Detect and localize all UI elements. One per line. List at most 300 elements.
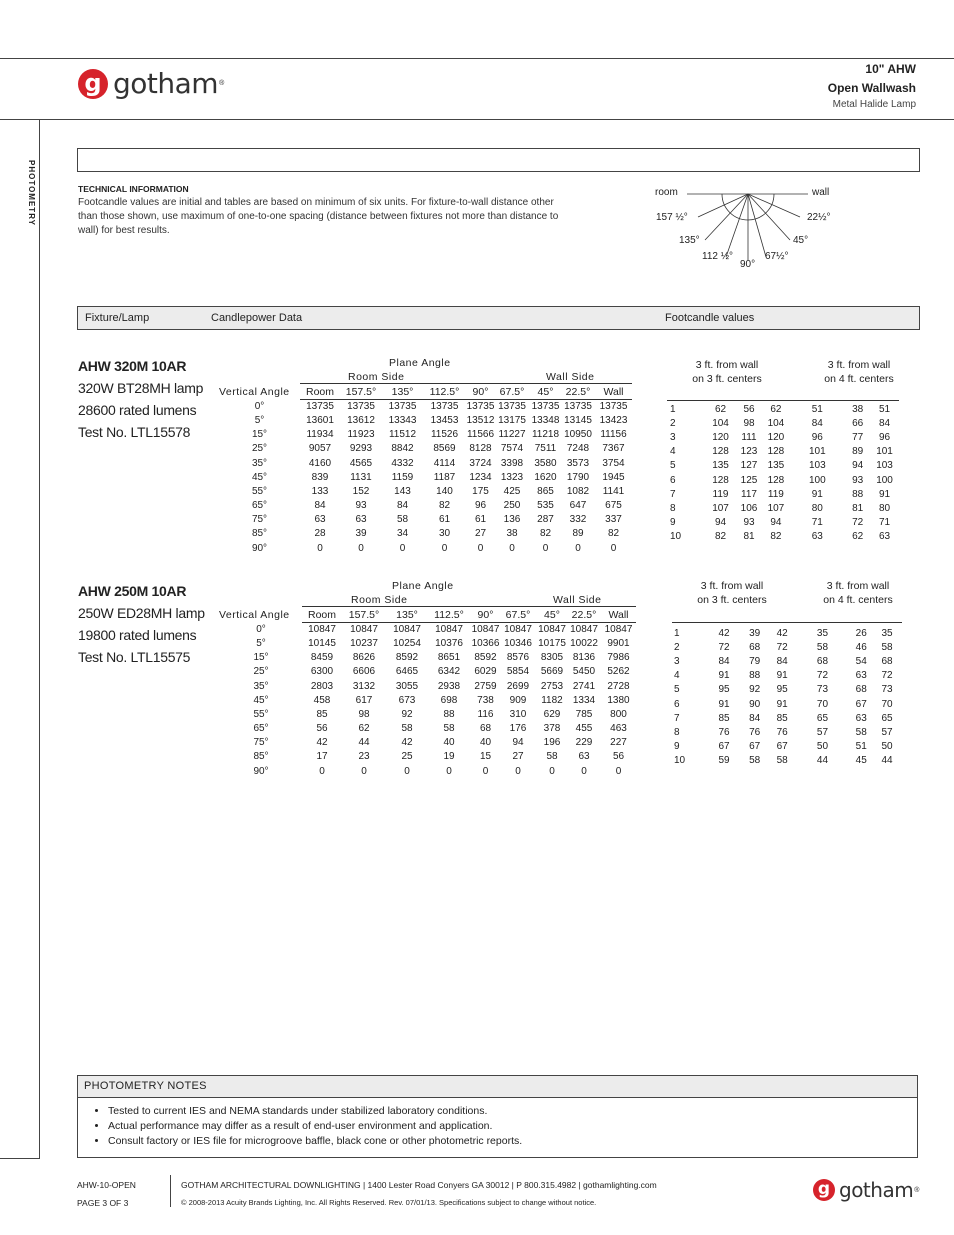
footcandle-cell: 44 — [881, 755, 893, 767]
footcandle-cell: 50 — [881, 741, 893, 753]
col-header: 22.5° — [571, 609, 597, 622]
header-footcandle: Footcandle values — [665, 312, 755, 324]
table-row — [219, 413, 633, 427]
candela-cell: 1323 — [500, 471, 524, 483]
vertical-angle-cell: 25° — [253, 666, 269, 678]
candela-cell: 11566 — [466, 429, 495, 441]
candela-cell: 10254 — [393, 637, 421, 649]
candela-cell: 82 — [438, 500, 451, 512]
candela-cell: 2759 — [474, 680, 497, 692]
candela-cell: 8459 — [310, 652, 334, 664]
vertical-angle-cell: 90° — [251, 542, 268, 554]
candela-cell: 11227 — [498, 429, 526, 441]
candela-cell: 0 — [515, 765, 521, 777]
candlepower-table-1 — [219, 385, 633, 555]
candela-cell: 1234 — [469, 471, 492, 483]
candela-cell: 6300 — [310, 666, 334, 678]
candela-cell: 56 — [316, 723, 328, 735]
candela-cell: 152 — [352, 485, 370, 497]
table-row — [670, 430, 898, 444]
footcandle-cell: 123 — [740, 446, 758, 458]
candela-cell: 196 — [543, 737, 561, 749]
vertical-angle-cell: 35° — [251, 457, 268, 469]
candela-cell: 10847 — [504, 623, 532, 635]
candela-cell: 8842 — [391, 443, 414, 455]
candela-cell: 10346 — [504, 637, 532, 649]
product-title: 10" AHW — [865, 62, 916, 76]
table-row — [674, 654, 900, 668]
footcandle-cell: 66 — [852, 417, 864, 429]
footcandle-cell: 73 — [881, 684, 893, 696]
footcandle-cell: 50 — [816, 741, 829, 753]
candela-cell: 19 — [443, 751, 455, 763]
footcandle-cell: 80 — [878, 502, 891, 514]
candela-cell: 865 — [537, 485, 554, 497]
table-row — [670, 445, 898, 459]
page-number: PAGE 3 OF 3 — [77, 1198, 129, 1208]
candela-cell: 4565 — [349, 457, 373, 469]
candela-cell: 3573 — [566, 457, 590, 469]
candela-cell: 535 — [537, 500, 554, 512]
fixture-lumens: 19800 rated lumens — [78, 627, 197, 643]
diagram-angle-112: 112 ½° — [702, 251, 734, 262]
top-rule — [0, 58, 954, 59]
candela-cell: 0 — [361, 765, 367, 777]
product-subtitle: Open Wallwash — [827, 81, 916, 95]
table-row — [670, 487, 898, 501]
candela-cell: 56 — [612, 751, 625, 763]
candela-cell: 4114 — [433, 457, 456, 469]
footcandle-cell: 67 — [776, 741, 788, 753]
candela-cell: 13145 — [564, 414, 592, 426]
fixture-count-cell: 1 — [670, 403, 676, 415]
footcandle-cell: 120 — [712, 431, 729, 443]
table-row — [219, 470, 633, 484]
candlepower-table-2 — [219, 608, 637, 778]
candela-cell: 42 — [316, 737, 328, 749]
table-row — [670, 473, 898, 487]
table-row — [219, 636, 637, 650]
candela-cell: 0 — [509, 542, 515, 554]
footcandle-cell: 71 — [878, 517, 891, 529]
candela-cell: 13423 — [599, 414, 628, 426]
col-header: 135° — [391, 386, 414, 399]
col-header: 45° — [537, 386, 554, 399]
candela-cell: 10366 — [471, 637, 500, 649]
candela-cell: 839 — [311, 471, 329, 483]
fixture-count-cell: 6 — [674, 698, 680, 710]
brand-mark-icon: g — [78, 69, 108, 99]
col-header: 112.5° — [429, 386, 460, 399]
room-side-label: Room Side — [351, 594, 408, 606]
candela-cell: 6342 — [437, 666, 461, 678]
candela-cell: 250 — [503, 500, 521, 512]
table-row — [670, 416, 898, 430]
candela-cell: 34 — [396, 528, 409, 540]
footcandle-cell: 77 — [852, 431, 864, 443]
footcandle-cell: 76 — [776, 726, 788, 738]
vertical-angle-cell: 90° — [253, 765, 269, 777]
footcandle-cell: 135 — [767, 460, 785, 472]
col-header: Wall — [608, 609, 629, 622]
vertical-angle-cell: 5° — [254, 414, 265, 426]
footcandle-cell: 127 — [740, 460, 758, 472]
candela-cell: 8569 — [433, 443, 456, 455]
candela-cell: 2741 — [572, 680, 596, 692]
candela-cell: 3724 — [469, 457, 492, 469]
candela-cell: 10847 — [604, 623, 633, 635]
candela-cell: 8592 — [395, 652, 419, 664]
header-candlepower: Candlepower Data — [211, 312, 303, 324]
table-row — [219, 736, 637, 750]
candela-cell: 13348 — [531, 414, 560, 426]
footer-left — [77, 1176, 136, 1212]
footer-address: GOTHAM ARCHITECTURAL DOWNLIGHTING | 1400 Lester Road Conyers GA 30012 | P 800.315.4982 | gothamlighting.com — [181, 1180, 657, 1190]
footcandle-cell: 96 — [878, 431, 891, 443]
candela-cell: 9057 — [308, 443, 332, 455]
candela-cell: 10175 — [538, 637, 566, 649]
wall-side-label: Wall Side — [553, 594, 602, 606]
vertical-angle-cell: 0° — [256, 623, 266, 635]
candela-cell: 11526 — [430, 429, 459, 441]
footcandle-cell: 38 — [852, 403, 864, 415]
doc-id: AHW-10-OPEN — [77, 1180, 136, 1190]
candela-cell: 8136 — [572, 652, 596, 664]
candela-cell: 629 — [543, 708, 561, 720]
table-row — [674, 640, 900, 654]
candela-cell: 11512 — [388, 429, 417, 441]
fc-col2-line1: 3 ft. from wall — [826, 580, 890, 592]
notes-item: • Actual performance may differ as a result of end-user environment and application. — [108, 1119, 917, 1134]
fc-col2-line1: 3 ft. from wall — [827, 359, 891, 371]
candela-cell: 88 — [443, 708, 455, 720]
vertical-angle-cell: 25° — [251, 443, 268, 455]
table-row — [219, 456, 633, 470]
candela-cell: 378 — [543, 723, 561, 735]
col-header: 135° — [396, 609, 418, 622]
fixture-count-cell: 10 — [674, 755, 686, 767]
table-row — [670, 459, 898, 473]
candela-cell: 40 — [443, 737, 455, 749]
candela-cell: 0 — [581, 765, 587, 777]
candle-header-row — [219, 608, 637, 622]
candela-cell: 3132 — [352, 680, 376, 692]
candela-cell: 1620 — [534, 471, 557, 483]
candela-cell: 13343 — [388, 414, 417, 426]
footcandle-cell: 84 — [878, 417, 891, 429]
candela-cell: 10847 — [570, 623, 598, 635]
fc-col1-line1: 3 ft. from wall — [695, 359, 759, 371]
candela-cell: 1141 — [602, 485, 625, 497]
candela-cell: 13735 — [564, 400, 592, 412]
table-row — [674, 626, 900, 640]
candela-cell: 10022 — [570, 637, 598, 649]
footcandle-cell: 35 — [881, 627, 893, 639]
footcandle-cell: 56 — [743, 403, 755, 415]
footcandle-cell: 71 — [811, 517, 823, 529]
vertical-angle-cell: 45° — [251, 471, 268, 483]
footer-rule — [0, 1158, 40, 1159]
candela-cell: 82 — [607, 528, 620, 540]
candela-cell: 84 — [314, 500, 326, 512]
footcandle-cell: 91 — [776, 670, 788, 682]
candela-cell: 58 — [443, 723, 455, 735]
table-row — [674, 740, 900, 754]
footcandle-cell: 101 — [876, 446, 893, 458]
candela-cell: 0 — [319, 765, 325, 777]
candela-cell: 229 — [575, 737, 593, 749]
footcandle-cell: 128 — [712, 474, 729, 486]
candela-cell: 8305 — [540, 652, 564, 664]
fixture-lamp: 320W BT28MH lamp — [78, 380, 204, 396]
candela-cell: 6606 — [352, 666, 376, 678]
fc-col1-line1: 3 ft. from wall — [700, 580, 764, 592]
fc-underline-2 — [672, 622, 902, 623]
candela-cell: 0 — [477, 542, 484, 554]
footcandle-cell: 128 — [767, 474, 785, 486]
candela-cell: 698 — [440, 694, 458, 706]
table-row — [219, 442, 633, 456]
footcandle-cell: 128 — [767, 446, 785, 458]
table-row — [670, 530, 898, 544]
candle-header-row — [219, 385, 633, 399]
footcandle-cell: 39 — [749, 627, 761, 639]
table-row — [219, 399, 633, 413]
footcandle-cell: 100 — [808, 474, 826, 486]
table-row — [674, 711, 900, 725]
notes-list — [78, 1104, 917, 1149]
candela-cell: 3580 — [534, 457, 557, 469]
col-header: 67.5° — [505, 609, 531, 622]
candela-cell: 176 — [509, 723, 527, 735]
candela-cell: 0 — [358, 542, 364, 554]
footcandle-cell: 91 — [718, 698, 730, 710]
fixture-info-2 — [78, 580, 218, 668]
vertical-angle-cell: 55° — [253, 708, 269, 720]
candela-cell: 58 — [546, 751, 558, 763]
footcandle-cell: 101 — [808, 446, 826, 458]
fixture-count-cell: 7 — [670, 488, 676, 500]
table-row — [670, 516, 898, 530]
tech-info — [78, 183, 568, 238]
footcandle-cell: 94 — [770, 517, 782, 529]
candela-cell: 0 — [615, 765, 622, 777]
footcandle-cell: 51 — [878, 403, 891, 415]
notes-item: • Consult factory or IES file for microgroove baffle, black cone or other photometric reports. — [108, 1134, 917, 1149]
fixture-count-cell: 7 — [674, 712, 680, 724]
footcandle-cell: 84 — [811, 417, 823, 429]
candela-cell: 82 — [539, 528, 552, 540]
candela-cell: 13735 — [347, 400, 375, 412]
section-title-box — [77, 148, 920, 172]
candela-cell: 4160 — [308, 457, 332, 469]
candela-cell: 133 — [311, 485, 329, 497]
footcandle-cell: 95 — [718, 684, 730, 696]
plane-angle-label: Plane Angle — [389, 357, 451, 369]
vertical-angle-cell: 15° — [251, 429, 268, 441]
candela-cell: 1334 — [572, 694, 596, 706]
candela-cell: 30 — [438, 528, 451, 540]
fixture-count-cell: 6 — [670, 474, 676, 486]
footcandle-cell: 62 — [770, 403, 782, 415]
candela-cell: 13735 — [306, 400, 334, 412]
column-header-underline — [300, 399, 632, 400]
footcandle-cell: 94 — [852, 460, 864, 472]
candela-cell: 39 — [355, 528, 367, 540]
candela-cell: 10847 — [350, 623, 378, 635]
candela-cell: 1131 — [350, 471, 372, 483]
candela-cell: 13735 — [430, 400, 459, 412]
footcandle-cell: 111 — [741, 431, 757, 443]
footcandle-cell: 119 — [767, 488, 784, 500]
candela-cell: 0 — [575, 542, 581, 554]
footcandle-cell: 125 — [740, 474, 758, 486]
footcandle-cell: 104 — [767, 417, 785, 429]
col-header: 22.5° — [565, 386, 591, 399]
col-header: 90° — [477, 609, 494, 622]
candela-cell: 0 — [404, 765, 410, 777]
candela-cell: 62 — [358, 723, 370, 735]
candela-cell: 1182 — [541, 694, 563, 706]
header-underline — [300, 383, 632, 384]
footcandle-cell: 68 — [816, 655, 829, 667]
candela-cell: 63 — [355, 514, 367, 526]
fixture-info-1 — [78, 355, 218, 443]
footcandle-cell: 59 — [718, 755, 730, 767]
candela-cell: 15 — [479, 751, 492, 763]
table-row — [219, 527, 633, 541]
candela-cell: 1082 — [566, 485, 590, 497]
footcandle-cell: 42 — [718, 627, 730, 639]
candela-cell: 13512 — [466, 414, 495, 426]
diagram-angle-45: 45° — [793, 235, 809, 246]
table-row — [674, 669, 900, 683]
room-side-label: Room Side — [348, 371, 405, 383]
candela-cell: 7511 — [534, 443, 557, 455]
candela-cell: 5450 — [572, 666, 596, 678]
table-row — [219, 651, 637, 665]
notes-item: • Tested to current IES and NEMA standards under stabilized laboratory conditions. — [108, 1104, 917, 1119]
candela-cell: 63 — [314, 514, 326, 526]
candela-cell: 11934 — [306, 429, 334, 441]
footcandle-cell: 63 — [855, 670, 867, 682]
tech-heading: TECHNICAL INFORMATION — [78, 184, 189, 194]
candela-cell: 58 — [396, 514, 409, 526]
footcandle-cell: 65 — [881, 712, 893, 724]
table-row — [674, 683, 900, 697]
footcandle-cell: 84 — [749, 712, 761, 724]
candela-cell: 3398 — [500, 457, 524, 469]
footcandle-cell: 54 — [855, 655, 867, 667]
candela-cell: 337 — [605, 514, 622, 526]
footcandle-cell: 100 — [876, 474, 893, 486]
footcandle-cell: 120 — [767, 431, 785, 443]
wall-side-label: Wall Side — [546, 371, 595, 383]
candela-cell: 61 — [474, 514, 487, 526]
footcandle-cell: 65 — [816, 712, 829, 724]
footcandle-cell: 91 — [776, 698, 788, 710]
table-row — [219, 764, 637, 778]
col-header: 157.5° — [348, 609, 380, 622]
footcandle-cell: 93 — [743, 517, 755, 529]
fc-col1-line2: on 3 ft. centers — [692, 373, 762, 385]
candela-cell: 0 — [399, 542, 406, 554]
candela-cell: 1187 — [433, 471, 456, 483]
candela-cell: 11218 — [531, 429, 560, 441]
candela-cell: 6029 — [474, 666, 497, 678]
footcandle-cell: 62 — [714, 403, 727, 415]
candela-cell: 647 — [569, 500, 587, 512]
footcandle-cell: 96 — [811, 431, 823, 443]
candela-cell: 13453 — [430, 414, 459, 426]
candela-cell: 0 — [542, 542, 549, 554]
col-header: 90° — [472, 386, 489, 399]
candela-cell: 7986 — [607, 652, 630, 664]
candela-cell: 5669 — [540, 666, 564, 678]
vertical-angle-cell: 85° — [253, 751, 269, 763]
footcandle-cell: 90 — [749, 698, 761, 710]
candela-cell: 310 — [509, 708, 527, 720]
footcandle-cell: 58 — [881, 641, 893, 653]
footcandle-cell: 98 — [743, 417, 755, 429]
candela-cell: 8128 — [469, 443, 492, 455]
candela-cell: 44 — [358, 737, 370, 749]
header-fixture: Fixture/Lamp — [85, 312, 150, 324]
candela-cell: 9293 — [349, 443, 373, 455]
candela-cell: 2753 — [540, 680, 564, 692]
table-row — [219, 484, 633, 498]
footcandle-cell: 85 — [718, 712, 730, 724]
vertical-angle-cell: 35° — [253, 680, 269, 692]
candela-cell: 8576 — [506, 652, 530, 664]
footcandle-cell: 85 — [776, 712, 788, 724]
candela-cell: 13175 — [498, 414, 526, 426]
footcandle-cell: 72 — [852, 517, 864, 529]
candela-cell: 13735 — [599, 400, 628, 412]
table-row — [219, 750, 637, 764]
footcandle-cell: 57 — [816, 726, 829, 738]
fixture-count-cell: 4 — [674, 670, 680, 682]
footcandle-cell: 106 — [740, 502, 758, 514]
fixture-count-cell: 2 — [670, 417, 676, 429]
vertical-angle-cell: 65° — [253, 723, 269, 735]
diagram-angle-90: 90° — [740, 259, 756, 270]
candela-cell: 85 — [316, 708, 328, 720]
table-row — [219, 722, 637, 736]
table-row — [219, 665, 637, 679]
footcandle-cell: 58 — [749, 755, 761, 767]
candela-cell: 10237 — [350, 637, 378, 649]
footcandle-cell: 70 — [816, 698, 829, 710]
candela-cell: 84 — [396, 500, 409, 512]
candela-cell: 675 — [605, 500, 622, 512]
footcandle-table-1 — [670, 402, 898, 544]
candela-cell: 10847 — [393, 623, 421, 635]
footcandle-cell: 91 — [718, 670, 730, 682]
footcandle-cell: 93 — [852, 474, 864, 486]
vertical-angle-cell: 75° — [253, 737, 269, 749]
footcandle-cell: 94 — [714, 517, 727, 529]
footcandle-cell: 72 — [881, 670, 893, 682]
table-row — [674, 725, 900, 739]
footer-copyright: © 2008-2013 Acuity Brands Lighting, Inc. All Rights Reserved. Rev. 07/01/13. Specifications subject to change without notice. — [181, 1198, 597, 1207]
candela-cell: 89 — [572, 528, 584, 540]
diagram-room-label: room — [655, 187, 678, 198]
candela-cell: 1380 — [607, 694, 630, 706]
candela-cell: 8626 — [352, 652, 376, 664]
table-row — [219, 622, 637, 636]
candela-cell: 13735 — [498, 400, 526, 412]
